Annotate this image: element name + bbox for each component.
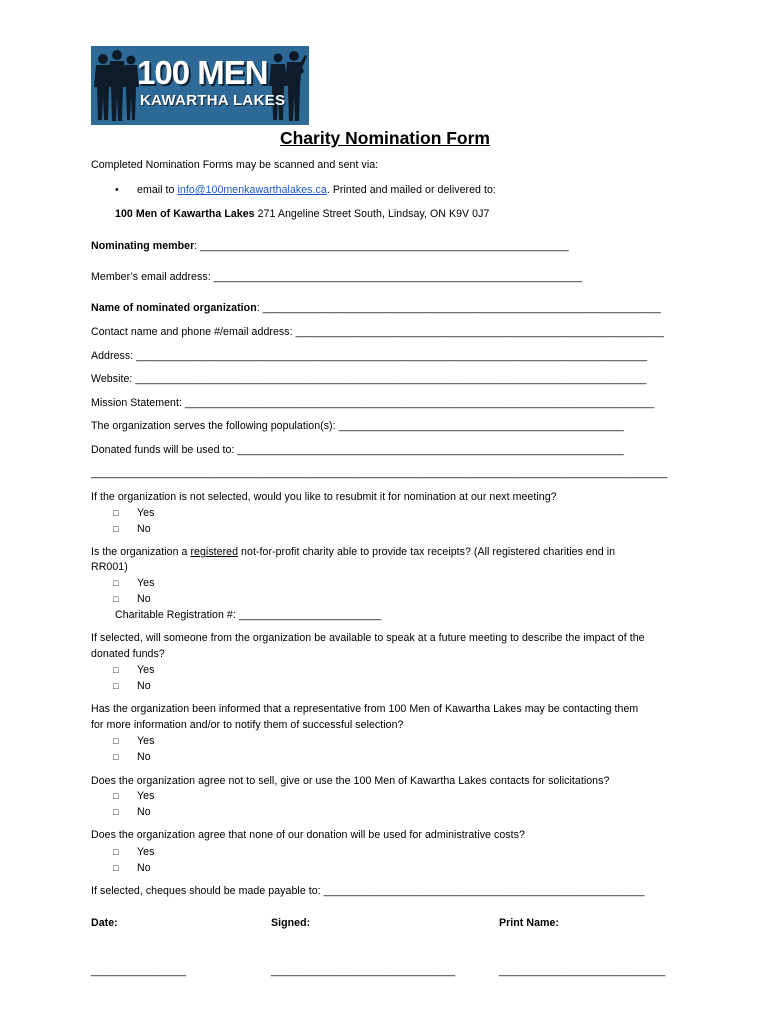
checkbox-q1-yes[interactable]: □ — [113, 508, 119, 518]
checkbox-q4-yes[interactable]: □ — [113, 736, 119, 746]
question-informed: Has the organization been informed that a representative from 100 Men of Kawartha Lakes may be contacting them — [91, 703, 639, 715]
population-field[interactable]: The organization serves the following population(s): ________________________________________________ — [91, 420, 624, 432]
address-field[interactable]: Address: ______________________________________________________________________________________ — [91, 350, 648, 362]
option-q2-yes: Yes — [137, 577, 155, 589]
nominating-member-field[interactable] — [91, 239, 569, 253]
option-q4-yes: Yes — [137, 735, 155, 747]
print-name-label: Print Name: — [499, 917, 560, 929]
bullet-text — [137, 183, 496, 197]
option-q3-yes: Yes — [137, 664, 155, 676]
option-q6-no: No — [137, 862, 151, 874]
option-q5-yes: Yes — [137, 790, 155, 802]
question-contacts: Does the organization agree not to sell, give or use the 100 Men of Kawartha Lakes contacts for solicitations? — [91, 775, 610, 787]
charitable-registration-field[interactable]: Charitable Registration #: ________________________ — [115, 609, 382, 621]
question-speak: If selected, will someone from the organization be available to speak at a future meeting to describe the impact of the — [91, 632, 645, 644]
signed-line[interactable]: _______________________________ — [271, 965, 456, 977]
checkbox-q3-no[interactable]: □ — [113, 681, 119, 691]
question-admin-costs: Does the organization agree that none of our donation will be used for administrative costs? — [91, 829, 525, 841]
checkbox-q3-yes[interactable]: □ — [113, 665, 119, 675]
print-name-line[interactable]: ____________________________ — [499, 965, 666, 977]
nominating-member-label: Nominating member — [91, 240, 195, 252]
org-name-label: Name of nominated organization — [91, 302, 257, 314]
question-registered — [91, 545, 615, 559]
question-resubmit: If the organization is not selected, would you like to resubmit it for nomination at our next meeting? — [91, 491, 557, 503]
member-email-field[interactable]: Member’s email address: ______________________________________________________________ — [91, 271, 583, 283]
logo-sub-text: KAWARTHA LAKES — [140, 92, 286, 109]
logo-main-text: 100 MEN — [137, 54, 268, 91]
question-informed-line2: for more information and/or to notify them of successful selection? — [91, 719, 404, 731]
mailing-address — [115, 207, 489, 221]
date-label: Date: — [91, 917, 118, 929]
option-q6-yes: Yes — [137, 846, 155, 858]
checkbox-q5-no[interactable]: □ — [113, 807, 119, 817]
option-q2-no: No — [137, 593, 151, 605]
option-q4-no: No — [137, 751, 151, 763]
checkbox-q2-no[interactable]: □ — [113, 594, 119, 604]
checkbox-q2-yes[interactable]: □ — [113, 578, 119, 588]
donated-extra-line[interactable]: _________________________________________________________________________________________________ — [91, 467, 668, 479]
contact-field[interactable]: Contact name and phone #/email address: ______________________________________________________________ — [91, 326, 664, 338]
checkbox-q4-no[interactable]: □ — [113, 752, 119, 762]
donated-field[interactable]: Donated funds will be used to: _________________________________________________________________ — [91, 444, 624, 456]
q2-pre: Is the organization a — [91, 546, 191, 558]
logo — [91, 46, 309, 125]
mission-field[interactable]: Mission Statement: _______________________________________________________________________________ — [91, 397, 655, 409]
checkbox-q5-yes[interactable]: □ — [113, 791, 119, 801]
cheques-payable-field[interactable]: If selected, cheques should be made payable to: ______________________________________________________ — [91, 885, 645, 897]
bullet-prefix: email to — [137, 184, 178, 196]
nominating-member-blank: : ______________________________________________________________ — [194, 240, 569, 252]
q2-underlined: registered — [190, 546, 239, 558]
email-link[interactable]: info@100menkawarthalakes.ca — [177, 184, 327, 196]
checkbox-q6-yes[interactable]: □ — [113, 847, 119, 857]
question-registered-line2: RR001) — [91, 561, 128, 573]
option-q5-no: No — [137, 806, 151, 818]
website-field[interactable]: Website: ______________________________________________________________________________________ — [91, 373, 647, 385]
bullet-suffix: . Printed and mailed or delivered to: — [326, 184, 496, 196]
bullet-dot: • — [115, 184, 119, 196]
checkbox-q6-no[interactable]: □ — [113, 863, 119, 873]
org-name-blank: : ___________________________________________________________________ — [256, 302, 661, 314]
address-org: 100 Men of Kawartha Lakes — [115, 208, 255, 220]
address-street: 271 Angeline Street South, Lindsay, ON K9V 0J7 — [254, 208, 490, 220]
date-line[interactable]: ________________ — [91, 965, 187, 977]
checkbox-q1-no[interactable]: □ — [113, 524, 119, 534]
question-speak-line2: donated funds? — [91, 648, 165, 660]
intro-text: Completed Nomination Forms may be scanned and sent via: — [91, 159, 379, 171]
option-q1-yes: Yes — [137, 507, 155, 519]
option-q3-no: No — [137, 680, 151, 692]
signed-label: Signed: — [271, 917, 311, 929]
form-title: Charity Nomination Form — [279, 128, 490, 148]
option-q1-no: No — [137, 523, 151, 535]
org-name-field[interactable] — [91, 301, 661, 315]
q2-post: not-for-profit charity able to provide tax receipts? (All registered charities end in — [238, 546, 616, 558]
